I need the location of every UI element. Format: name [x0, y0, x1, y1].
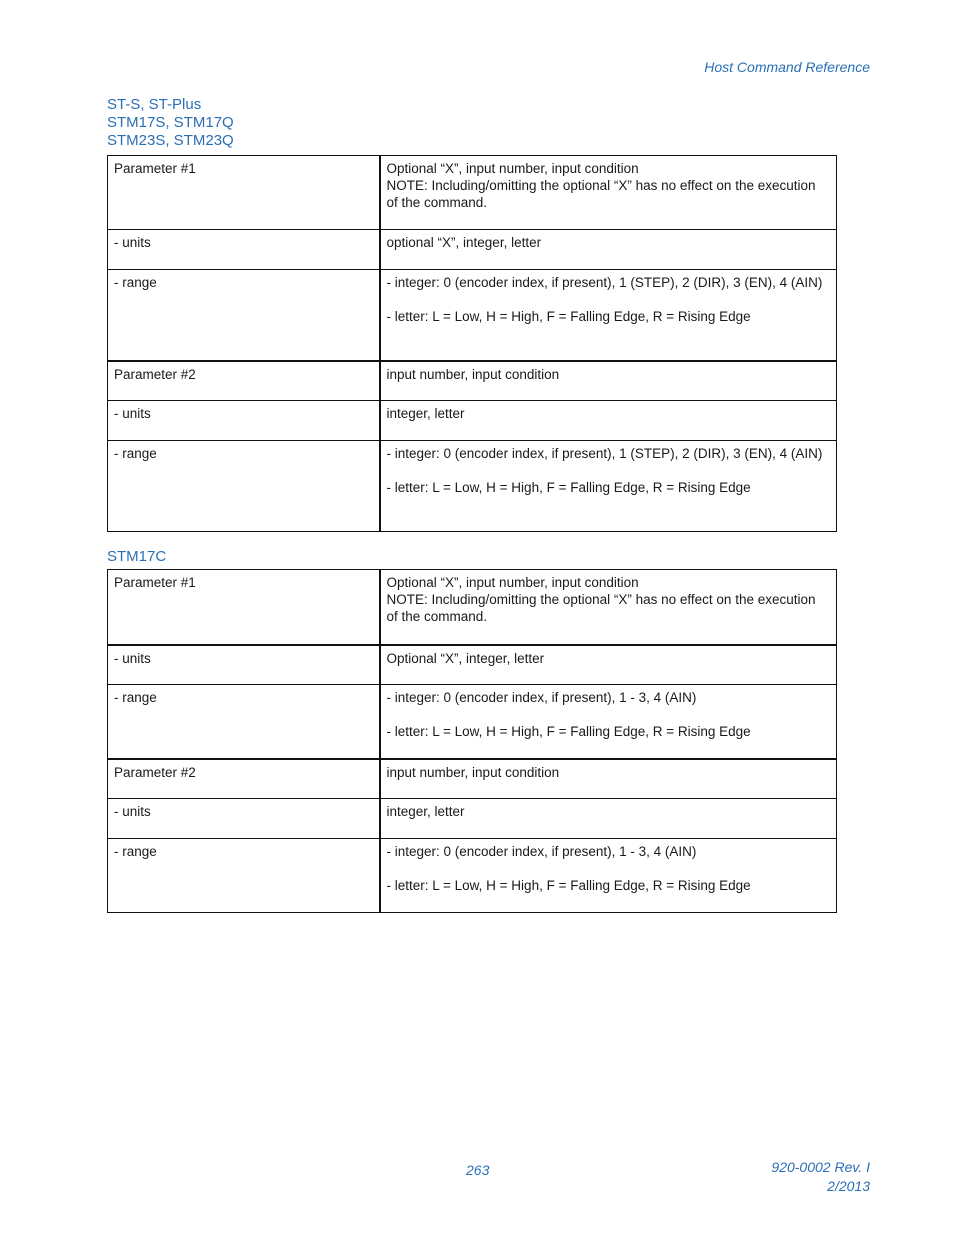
row-value — [380, 441, 837, 532]
table-row — [108, 270, 837, 361]
section1-title — [107, 96, 234, 150]
table-row — [108, 401, 837, 441]
value-line: - letter: L = Low, H = High, F = Falling Edge, R = Rising Edge — [386, 480, 751, 495]
section2-title — [107, 548, 166, 566]
row-value — [380, 570, 837, 645]
row-label: Parameter #1 — [108, 570, 380, 645]
value-line-gap — [387, 706, 831, 723]
value-line: Optional “X”, integer, letter — [386, 650, 545, 666]
row-value — [380, 270, 837, 361]
row-value — [380, 401, 837, 441]
row-label: - range — [108, 441, 380, 532]
value-line: - integer: 0 (encoder index, if present), 1 - 3, 4 (AIN) — [386, 844, 697, 859]
row-value — [380, 839, 837, 913]
row-value — [380, 230, 837, 270]
page-number: 263 — [466, 1162, 490, 1178]
row-label: Parameter #2 — [108, 759, 380, 799]
value-line: Optional “X”, input number, input condition — [386, 575, 639, 590]
row-label: - range — [108, 839, 380, 913]
table-row — [108, 156, 837, 230]
revision-date: 2/2013 — [827, 1178, 870, 1194]
value-line: NOTE: Including/omitting the optional “X” has no effect on the execution of the command. — [386, 178, 820, 210]
row-value — [380, 759, 837, 799]
row-label: - units — [108, 230, 380, 270]
row-label: - range — [108, 685, 380, 759]
row-label: - range — [108, 270, 380, 361]
value-line: optional “X”, integer, letter — [386, 235, 542, 250]
value-line: Optional “X”, input number, input condition — [386, 161, 639, 176]
section1-parameter-table — [107, 155, 837, 532]
document-revision — [771, 1158, 870, 1196]
value-line: - letter: L = Low, H = High, F = Falling Edge, R = Rising Edge — [386, 309, 751, 324]
table-row — [108, 570, 837, 645]
row-label: Parameter #2 — [108, 361, 380, 401]
value-line: integer, letter — [386, 804, 465, 819]
table-row — [108, 759, 837, 799]
value-line: - integer: 0 (encoder index, if present), 1 (STEP), 2 (DIR), 3 (EN), 4 (AIN) — [386, 275, 823, 290]
table-row — [108, 799, 837, 839]
table-row — [108, 839, 837, 913]
running-header: Host Command Reference — [704, 59, 870, 75]
section2-parameter-table — [107, 569, 837, 913]
row-value — [380, 685, 837, 759]
table-row — [108, 645, 837, 685]
value-line: - letter: L = Low, H = High, F = Falling Edge, R = Rising Edge — [386, 878, 751, 893]
row-value — [380, 361, 837, 401]
value-line: - integer: 0 (encoder index, if present), 1 - 3, 4 (AIN) — [386, 690, 697, 705]
revision-text: 920-0002 Rev. I — [771, 1159, 870, 1175]
value-line: - integer: 0 (encoder index, if present), 1 (STEP), 2 (DIR), 3 (EN), 4 (AIN) — [386, 446, 823, 461]
section1-title-line: ST-S, ST-Plus — [107, 96, 202, 113]
table-row — [108, 685, 837, 759]
row-value — [380, 645, 837, 685]
value-line: input number, input condition — [386, 366, 560, 382]
value-line: NOTE: Including/omitting the optional “X” has no effect on the execution of the command. — [386, 592, 820, 624]
section2-title-line: STM17C — [107, 548, 167, 565]
row-label: - units — [108, 645, 380, 685]
row-label: - units — [108, 799, 380, 839]
row-label: - units — [108, 401, 380, 441]
row-value — [380, 799, 837, 839]
row-label: Parameter #1 — [108, 156, 380, 230]
value-line-gap — [387, 860, 831, 877]
table-row — [108, 361, 837, 401]
value-line: input number, input condition — [386, 764, 560, 780]
value-line: - letter: L = Low, H = High, F = Falling Edge, R = Rising Edge — [386, 724, 751, 739]
value-line-gap — [387, 462, 831, 479]
section1-title-line: STM17S, STM17Q — [107, 114, 234, 131]
table-row — [108, 441, 837, 532]
row-value — [380, 156, 837, 230]
value-line-gap — [387, 291, 831, 308]
table-row — [108, 230, 837, 270]
value-line: integer, letter — [386, 406, 465, 421]
section1-title-line: STM23S, STM23Q — [107, 132, 234, 149]
